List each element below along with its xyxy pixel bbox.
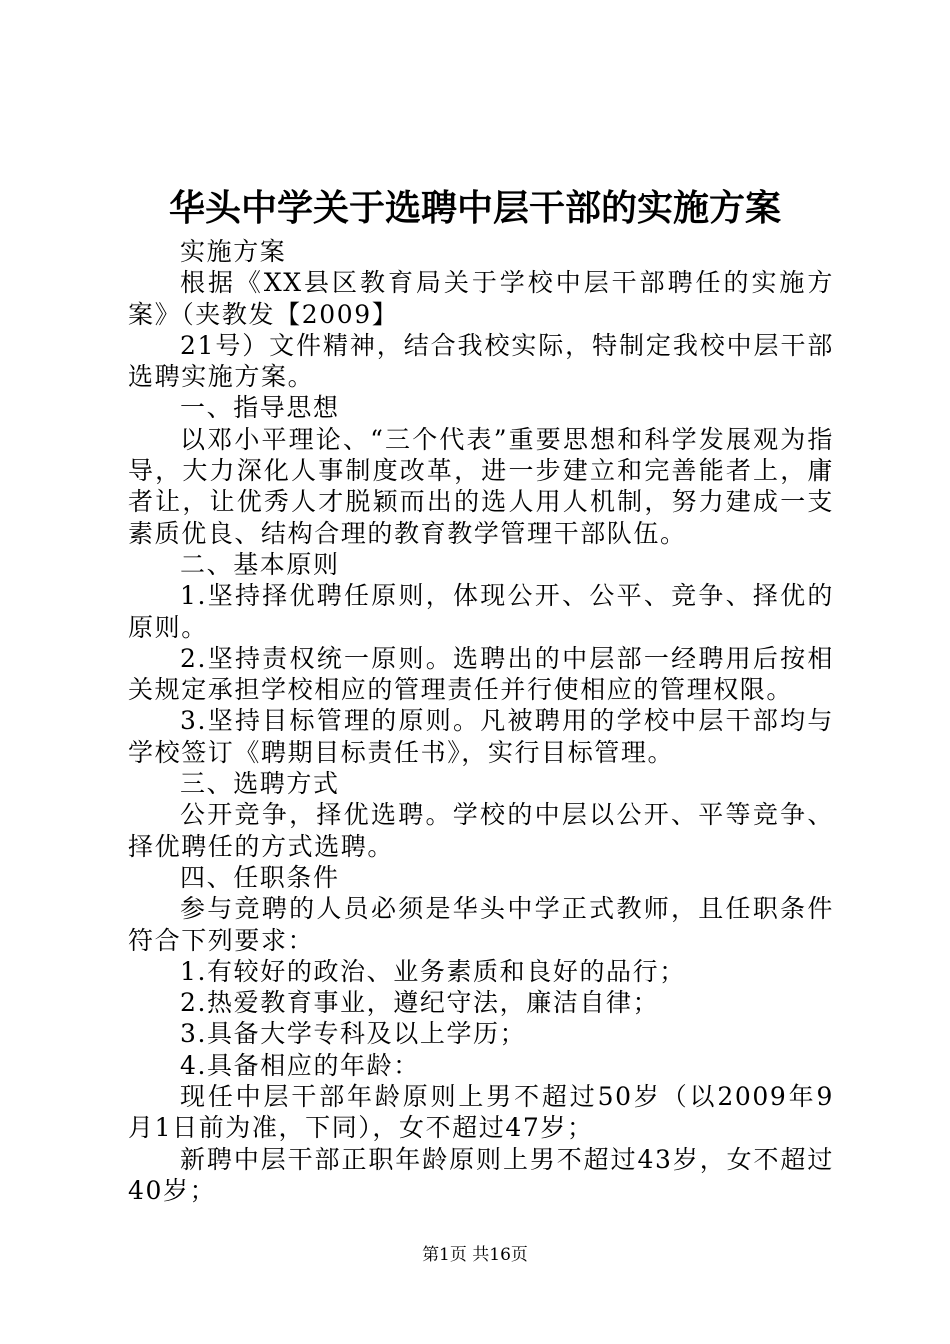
list-item: 2.坚持责权统一原则。选聘出的中层部一经聘用后按相关规定承担学校相应的管理责任并行使相应的管理权限。 <box>128 643 834 705</box>
section-heading: 一、指导思想 <box>180 393 340 423</box>
section-heading: 二、基本原则 <box>180 549 340 579</box>
page-number-footer: 第1页 共16页 <box>422 1245 528 1265</box>
document-body <box>128 236 834 1206</box>
list-item: 3.坚持目标管理的原则。凡被聘用的学校中层干部均与学校签订《聘期目标责任书》，实行目标管理。 <box>128 706 834 767</box>
paragraph: 21号）文件精神，结合我校实际，特制定我校中层干部选聘实施方案。 <box>128 330 834 392</box>
list-item: 1.坚持择优聘任原则，体现公开、公平、竞争、择优的原则。 <box>128 581 834 642</box>
paragraph: 公开竞争，择优选聘。学校的中层以公开、平等竞争、择优聘任的方式选聘。 <box>128 800 834 861</box>
paragraph: 新聘中层干部正职年龄原则上男不超过43岁，女不超过40岁； <box>128 1144 834 1205</box>
list-item: 2.热爱教育事业，遵纪守法，廉洁自律； <box>180 988 660 1018</box>
section-heading: 四、任职条件 <box>180 862 340 892</box>
paragraph: 根据《XX县区教育局关于学校中层干部聘任的实施方案》（夹教发【2009】 <box>128 268 834 329</box>
list-item: 4.具备相应的年龄： <box>180 1050 420 1080</box>
document-title: 华头中学关于选聘中层干部的实施方案 <box>168 187 781 229</box>
paragraph: 现任中层干部年龄原则上男不超过50岁（以2009年9月1日前为准，下同），女不超过47岁； <box>128 1082 834 1143</box>
list-item: 3.具备大学专科及以上学历； <box>180 1019 527 1049</box>
list-item: 1.有较好的政治、业务素质和良好的品行； <box>180 956 686 986</box>
paragraph: 以邓小平理论、“三个代表”重要思想和科学发展观为指导，大力深化人事制度改革，进一步建立和完善能者上，庸者让，让优秀人才脱颖而出的选人用人机制，努力建成一支素质优良、结构合理的教育教学管理干部队伍。 <box>128 424 834 548</box>
section-heading: 三、选聘方式 <box>180 769 340 799</box>
paragraph: 实施方案 <box>180 237 287 266</box>
paragraph: 参与竞聘的人员必须是华头中学正式教师，且任职条件符合下列要求： <box>128 894 834 955</box>
